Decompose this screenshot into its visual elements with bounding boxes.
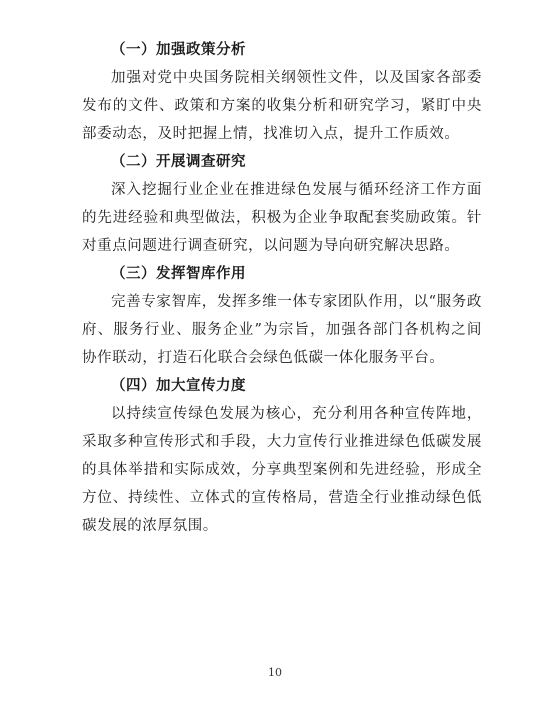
section-paragraph: 完善专家智库，发挥多维一体专家团队作用，以“服务政府、服务行业、服务企业”为宗旨，加强各部门各机构之间协作联动，打造石化联合会绿色低碳一体化服务平台。 <box>82 294 482 366</box>
section-paragraph: 以持续宣传绿色发展为核心，充分利用各种宣传阵地，采取多种宣传形式和手段，大力宣传行业推进绿色低碳发展的具体举措和实际成效，分享典型案例和先进经验，形成全方位、持续性、立体式的宣传格局，营造全行业推动绿色低碳发展的浓厚氛围。 <box>82 406 482 534</box>
section-heading: （二）开展调查研究 <box>111 154 246 170</box>
section-heading: （四）加大宣传力度 <box>111 378 246 394</box>
section-heading: （三）发挥智库作用 <box>111 266 246 282</box>
section-publicity <box>82 372 482 540</box>
section-policy-analysis <box>82 36 482 148</box>
section-research <box>82 148 482 260</box>
section-heading: （一）加强政策分析 <box>111 42 246 58</box>
page-number: 10 <box>268 666 282 679</box>
section-think-tank <box>82 260 482 372</box>
section-paragraph: 加强对党中央国务院相关纲领性文件，以及国家各部委发布的文件、政策和方案的收集分析和研究学习，紧盯中央部委动态，及时把握上情，找准切入点，提升工作质效。 <box>82 70 482 142</box>
section-paragraph: 深入挖掘行业企业在推进绿色发展与循环经济工作方面的先进经验和典型做法，积极为企业争取配套奖励政策。针对重点问题进行调查研究，以问题为导向研究解决思路。 <box>82 182 482 254</box>
document-body <box>82 36 482 540</box>
